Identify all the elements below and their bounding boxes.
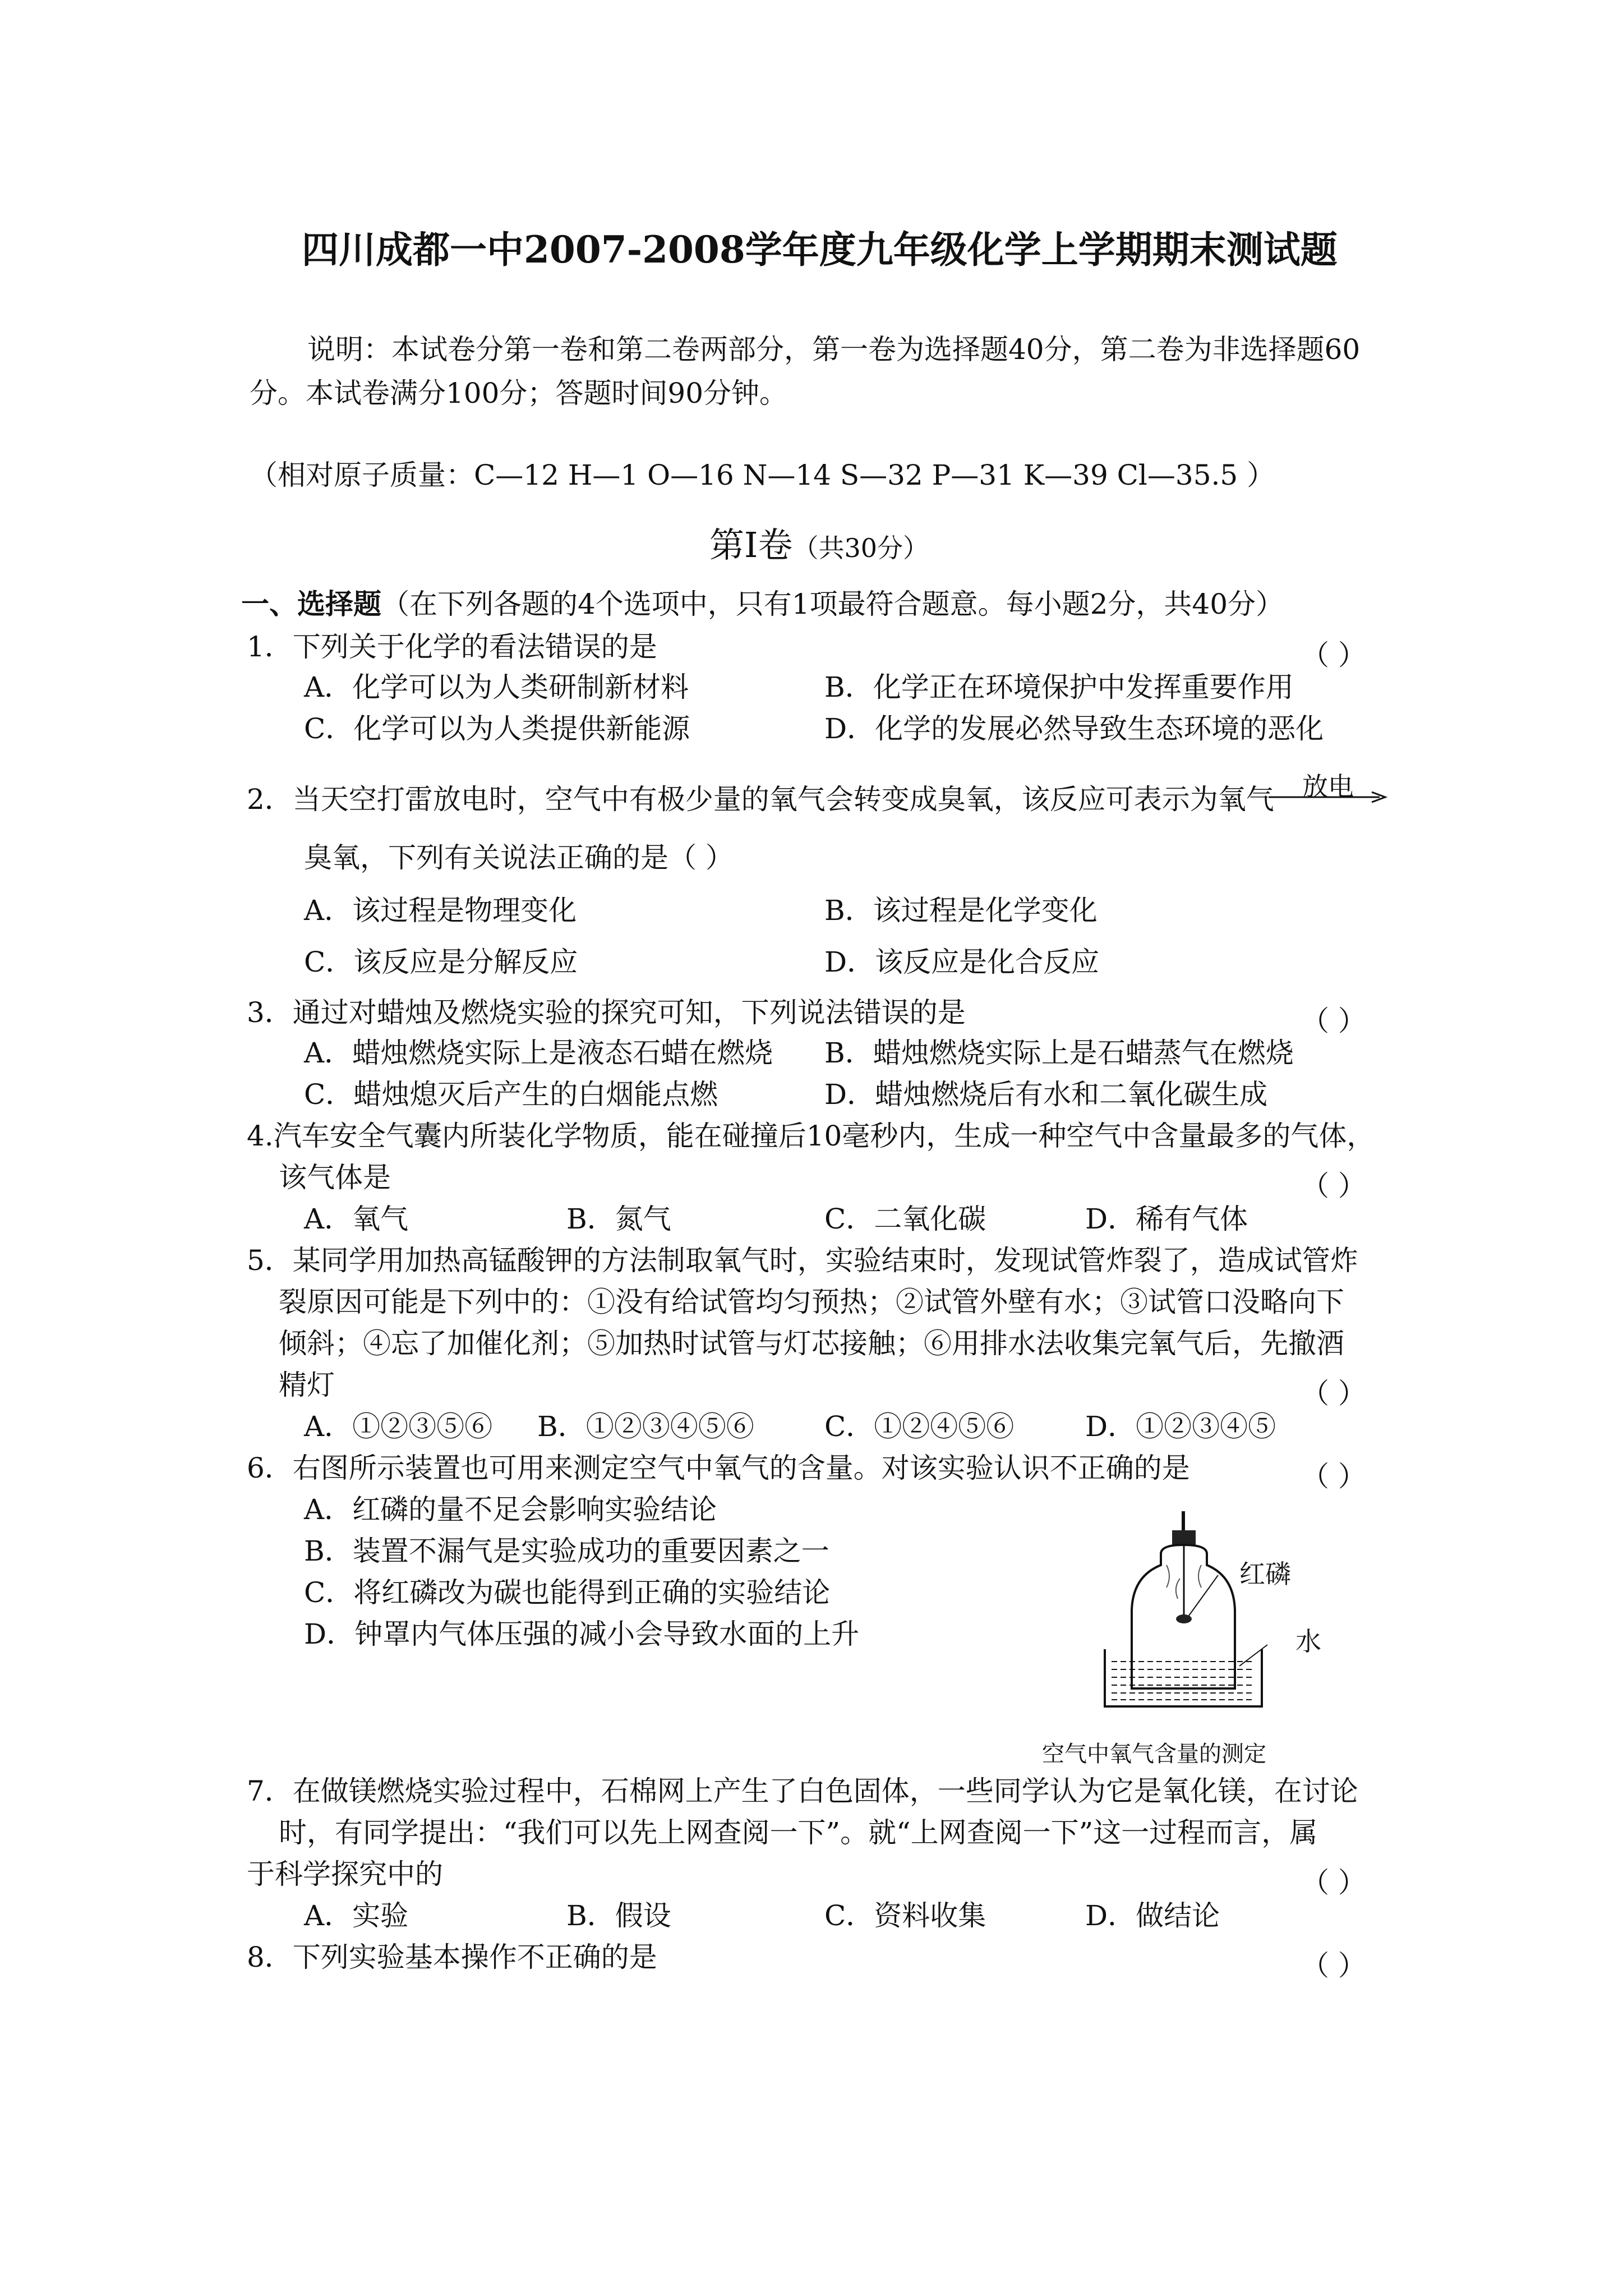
q1-stem: 1．下列关于化学的看法错误的是 [247, 631, 657, 663]
q6-option-d: D．钟罩内气体压强的减小会导致水面的上升 [304, 1618, 860, 1650]
volume-points: （共30分） [792, 533, 929, 563]
q7-answer-blank: （ ） [1301, 1866, 1366, 1899]
q7-option-d: D．做结论 [1085, 1899, 1220, 1932]
q8-stem: 8．下列实验基本操作不正确的是 [247, 1941, 657, 1973]
figure-label-water: 水 [1295, 1626, 1321, 1657]
q6-stem: 6．右图所示装置也可用来测定空气中氧气的含量。对该实验认识不正确的是 [247, 1452, 1190, 1484]
section-heading [241, 587, 1284, 620]
q4-stem-2: 该气体是 [279, 1161, 391, 1194]
q4-option-b: B．氮气 [566, 1203, 671, 1235]
q4-option-d: D．稀有气体 [1085, 1203, 1248, 1235]
q8-answer-blank: （ ） [1301, 1949, 1366, 1982]
q5-line-4: 精灯 [279, 1369, 335, 1401]
q1-option-d: D．化学的发展必然导致生态环境的恶化 [824, 712, 1324, 745]
atomic-masses: （相对原子质量：C—12 H—1 O—16 N—14 S—32 P—31 K—39 Cl—35.5 ） [250, 459, 1275, 491]
q3-option-c: C．蜡烛熄灭后产生的白烟能点燃 [304, 1078, 718, 1111]
q6-option-b: B．装置不漏气是实验成功的重要因素之一 [304, 1535, 829, 1567]
q1-option-a: A．化学可以为人类研制新材料 [304, 671, 689, 703]
note-line-1: 说明：本试卷分第一卷和第二卷两部分，第一卷为选择题40分，第二卷为非选择题60 [307, 333, 1361, 366]
reaction-arrow-icon [1267, 789, 1389, 806]
q7-line-3: 于科学探究中的 [247, 1858, 443, 1890]
q2-stem-2: 臭氧，下列有关说法正确的是（ ） [304, 841, 734, 874]
q5-option-d: D．①②③④⑤ [1085, 1410, 1276, 1443]
bell-jar-apparatus-icon [1099, 1503, 1346, 1722]
q7-line-1: 7．在做镁燃烧实验过程中，石棉网上产生了白色固体，一些同学认为它是氧化镁，在讨论 [247, 1775, 1358, 1807]
q4-option-c: C．二氧化碳 [824, 1203, 986, 1235]
q5-option-c: C．①②④⑤⑥ [824, 1410, 1015, 1443]
q6-option-c: C．将红磷改为碳也能得到正确的实验结论 [304, 1576, 831, 1609]
volume-heading [709, 517, 929, 567]
q5-option-a: A．①②③⑤⑥ [304, 1410, 493, 1443]
q5-option-b: B．①②③④⑤⑥ [537, 1410, 754, 1443]
q3-option-d: D．蜡烛燃烧后有水和二氧化碳生成 [824, 1078, 1268, 1111]
section-desc: （在下列各题的4个选项中，只有1项最符合题意。每小题2分，共40分） [381, 588, 1284, 620]
q7-option-b: B．假设 [566, 1899, 671, 1932]
q5-line-1: 5．某同学用加热高锰酸钾的方法制取氧气时，实验结束时，发现试管炸裂了，造成试管炸 [247, 1244, 1358, 1277]
discharge-arrow [1267, 766, 1389, 800]
q4-option-a: A．氧气 [304, 1203, 409, 1235]
q5-line-3: 倾斜；④忘了加催化剂；⑤加热时试管与灯芯接触；⑥用排水法收集完氧气后，先撤酒 [279, 1327, 1344, 1360]
q3-answer-blank: （ ） [1301, 1005, 1366, 1037]
q5-line-2: 裂原因可能是下列中的：①没有给试管均匀预热；②试管外壁有水；③试管口没略向下 [279, 1286, 1344, 1318]
q4-stem: 4.汽车安全气囊内所装化学物质，能在碰撞后10毫秒内，生成一种空气中含量最多的气体， [247, 1120, 1375, 1152]
q3-option-b: B．蜡烛燃烧实际上是石蜡蒸气在燃烧 [824, 1037, 1294, 1069]
note-line-2: 分。本试卷满分100分；答题时间90分钟。 [250, 377, 788, 409]
q7-option-a: A．实验 [304, 1899, 409, 1932]
q4-answer-blank: （ ） [1301, 1170, 1366, 1202]
q5-answer-blank: （ ） [1301, 1377, 1366, 1410]
figure-label-red-phosphorus: 红磷 [1239, 1559, 1291, 1589]
q1-option-c: C．化学可以为人类提供新能源 [304, 712, 690, 745]
q6-option-a: A．红磷的量不足会影响实验结论 [304, 1493, 717, 1526]
volume-label: 第Ⅰ卷 [709, 524, 793, 565]
q2-option-d: D．该反应是化合反应 [824, 946, 1100, 978]
q2-option-b: B．该过程是化学变化 [824, 894, 1098, 927]
q6-answer-blank: （ ） [1301, 1460, 1366, 1493]
q7-option-c: C．资料收集 [824, 1899, 986, 1932]
q3-option-a: A．蜡烛燃烧实际上是液态石蜡在燃烧 [304, 1037, 773, 1069]
discharge-arrow-label: 放电 [1302, 771, 1354, 802]
page-title: 四川成都一中2007-2008学年度九年级化学上学期期末测试题 [302, 228, 1338, 272]
q7-line-2: 时，有同学提出：“我们可以先上网查阅一下”。就“上网查阅一下”这一过程而言，属 [279, 1816, 1318, 1849]
section-label: 一、选择题 [241, 587, 381, 620]
oxygen-measurement-figure [1099, 1503, 1346, 1722]
q3-stem: 3．通过对蜡烛及燃烧实验的探究可知，下列说法错误的是 [247, 996, 966, 1029]
q2-option-c: C．该反应是分解反应 [304, 946, 578, 978]
q1-answer-blank: （ ） [1301, 639, 1366, 671]
q1-option-b: B．化学正在环境保护中发挥重要作用 [824, 671, 1294, 703]
q2-option-a: A．该过程是物理变化 [304, 894, 577, 927]
q2-stem: 2．当天空打雷放电时，空气中有极少量的氧气会转变成臭氧，该反应可表示为氧气 [247, 783, 1274, 816]
figure-caption: 空气中氧气含量的测定 [1042, 1741, 1266, 1767]
